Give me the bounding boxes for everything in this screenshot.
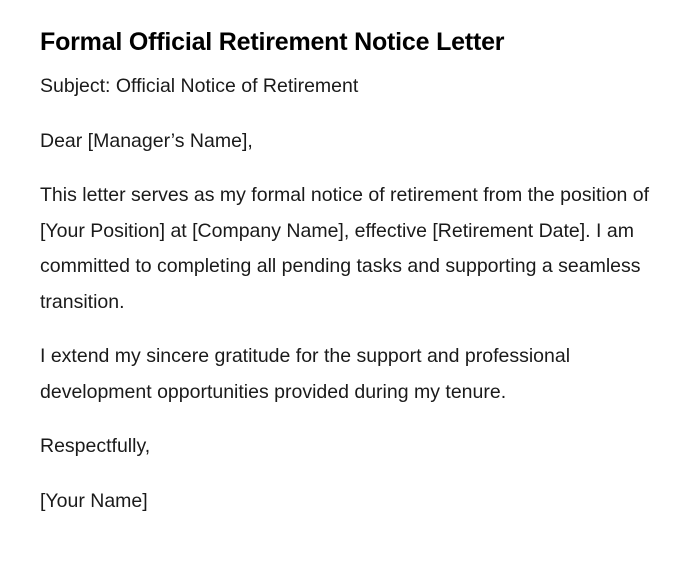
- letter-closing: Respectfully,: [40, 435, 151, 457]
- letter-salutation: Dear [Manager’s Name],: [40, 129, 253, 152]
- letter-subject: Subject: Official Notice of Retirement: [40, 75, 359, 97]
- letter-signature: [Your Name]: [40, 489, 148, 512]
- letter-document: [40, 0, 660, 519]
- letter-body-paragraph-1: This letter serves as my formal notice of retirement from the position of [Your Position] at [Company Name], effective [Retirement Date]. I am committed to completing all pending tasks and supporting a seamless transition.: [40, 184, 650, 313]
- letter-title: Formal Official Retirement Notice Letter: [40, 28, 505, 56]
- letter-body-paragraph-2: I extend my sincere gratitude for the support and professional development opportunities provided during my tenure.: [40, 345, 571, 403]
